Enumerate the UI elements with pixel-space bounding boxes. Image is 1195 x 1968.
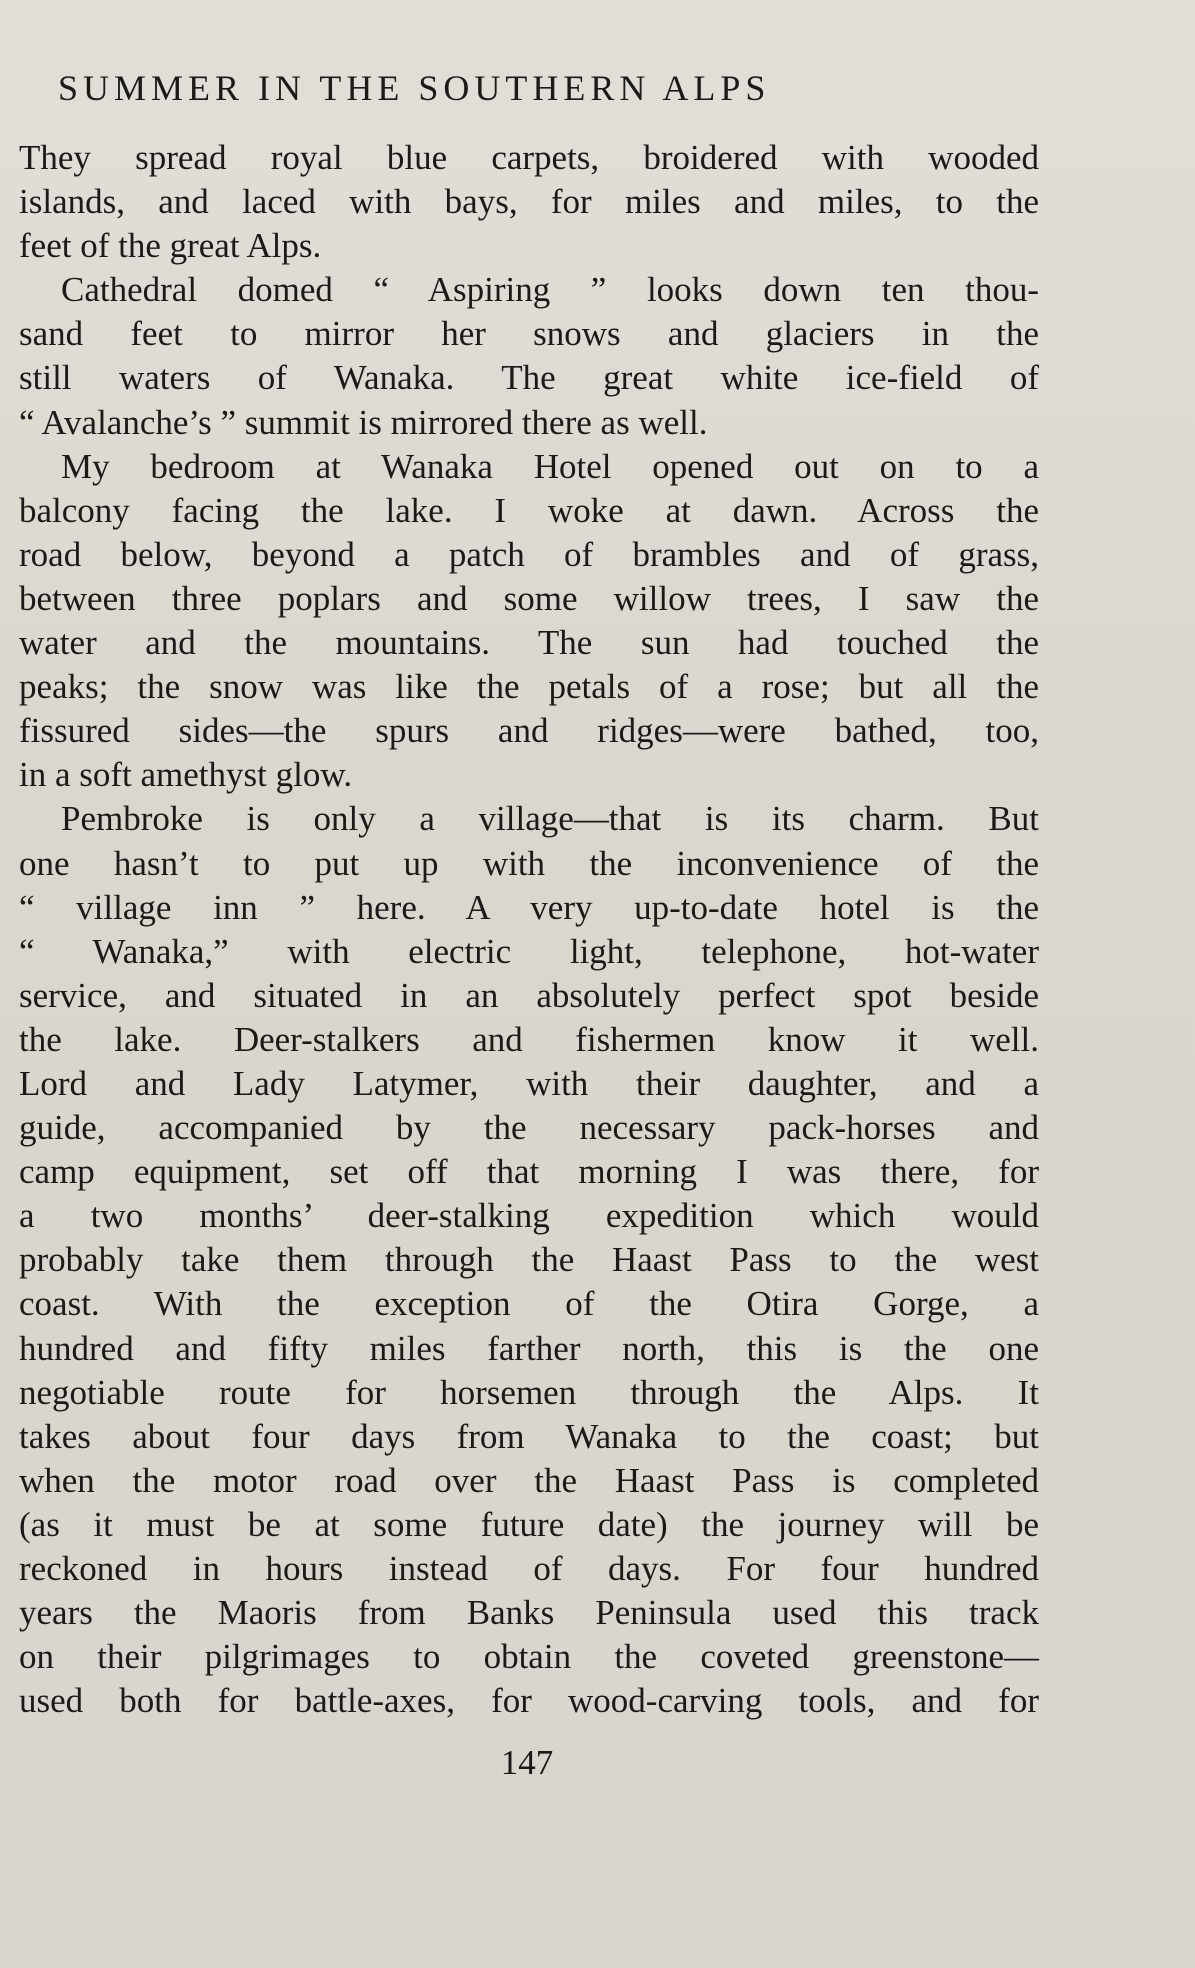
text-line: between three poplars and some willow trees, I saw the: [19, 578, 1039, 618]
text-line: negotiable route for horsemen through the Alps. It: [19, 1372, 1039, 1412]
text-line: camp equipment, set off that morning I was there, for: [19, 1152, 1039, 1192]
text-line: one hasn’t to put up with the inconvenience of the: [19, 843, 1039, 883]
text-line: “ Avalanche’s ” summit is mirrored there as well.: [19, 402, 708, 442]
text-line: (as it must be at some future date) the journey will be: [19, 1504, 1039, 1544]
body-text: [19, 136, 1039, 1723]
text-line: Cathedral domed “ Aspiring ” looks down ten thou-: [61, 270, 1039, 310]
text-line: Pembroke is only a village—that is its charm. But: [61, 799, 1039, 839]
text-line: years the Maoris from Banks Peninsula used this track: [19, 1593, 1039, 1633]
text-line: coast. With the exception of the Otira Gorge, a: [19, 1284, 1039, 1324]
text-line: takes about four days from Wanaka to the coast; but: [19, 1416, 1039, 1456]
text-line: the lake. Deer-stalkers and fishermen know it well.: [19, 1019, 1039, 1059]
text-line: on their pilgrimages to obtain the coveted greenstone—: [19, 1637, 1039, 1677]
text-line: fissured sides—the spurs and ridges—were bathed, too,: [19, 711, 1039, 751]
text-line: road below, beyond a patch of brambles and of grass,: [19, 534, 1039, 574]
text-line: Lord and Lady Latymer, with their daughter, and a: [19, 1063, 1039, 1103]
text-line: when the motor road over the Haast Pass is completed: [19, 1460, 1039, 1500]
text-line: peaks; the snow was like the petals of a rose; but all the: [19, 667, 1039, 707]
text-line: feet of the great Alps.: [19, 226, 322, 266]
text-line: a two months’ deer-stalking expedition which would: [19, 1196, 1039, 1236]
page-number: 147: [500, 1743, 554, 1782]
text-line: hundred and fifty miles farther north, this is the one: [19, 1328, 1039, 1368]
text-line: in a soft amethyst glow.: [19, 755, 353, 795]
text-line: islands, and laced with bays, for miles and miles, to the: [19, 182, 1039, 222]
text-line: They spread royal blue carpets, broidered with wooded: [19, 138, 1039, 177]
text-line: still waters of Wanaka. The great white ice-field of: [19, 358, 1039, 398]
text-line: guide, accompanied by the necessary pack-horses and: [19, 1108, 1039, 1148]
text-line: used both for battle-axes, for wood-carving tools, and for: [19, 1681, 1039, 1721]
text-line: probably take them through the Haast Pass to the west: [19, 1240, 1039, 1280]
running-head: SUMMER IN THE SOUTHERN ALPS: [58, 68, 771, 108]
text-line: reckoned in hours instead of days. For four hundred: [19, 1549, 1039, 1588]
text-line: My bedroom at Wanaka Hotel opened out on to a: [61, 446, 1039, 486]
text-line: water and the mountains. The sun had touched the: [19, 623, 1039, 663]
text-line: “ village inn ” here. A very up-to-date hotel is the: [19, 887, 1039, 927]
text-line: “ Wanaka,” with electric light, telephone, hot-water: [19, 931, 1039, 971]
text-line: sand feet to mirror her snows and glaciers in the: [19, 314, 1039, 354]
text-line: service, and situated in an absolutely perfect spot beside: [19, 975, 1039, 1015]
text-line: balcony facing the lake. I woke at dawn. Across the: [19, 490, 1039, 530]
